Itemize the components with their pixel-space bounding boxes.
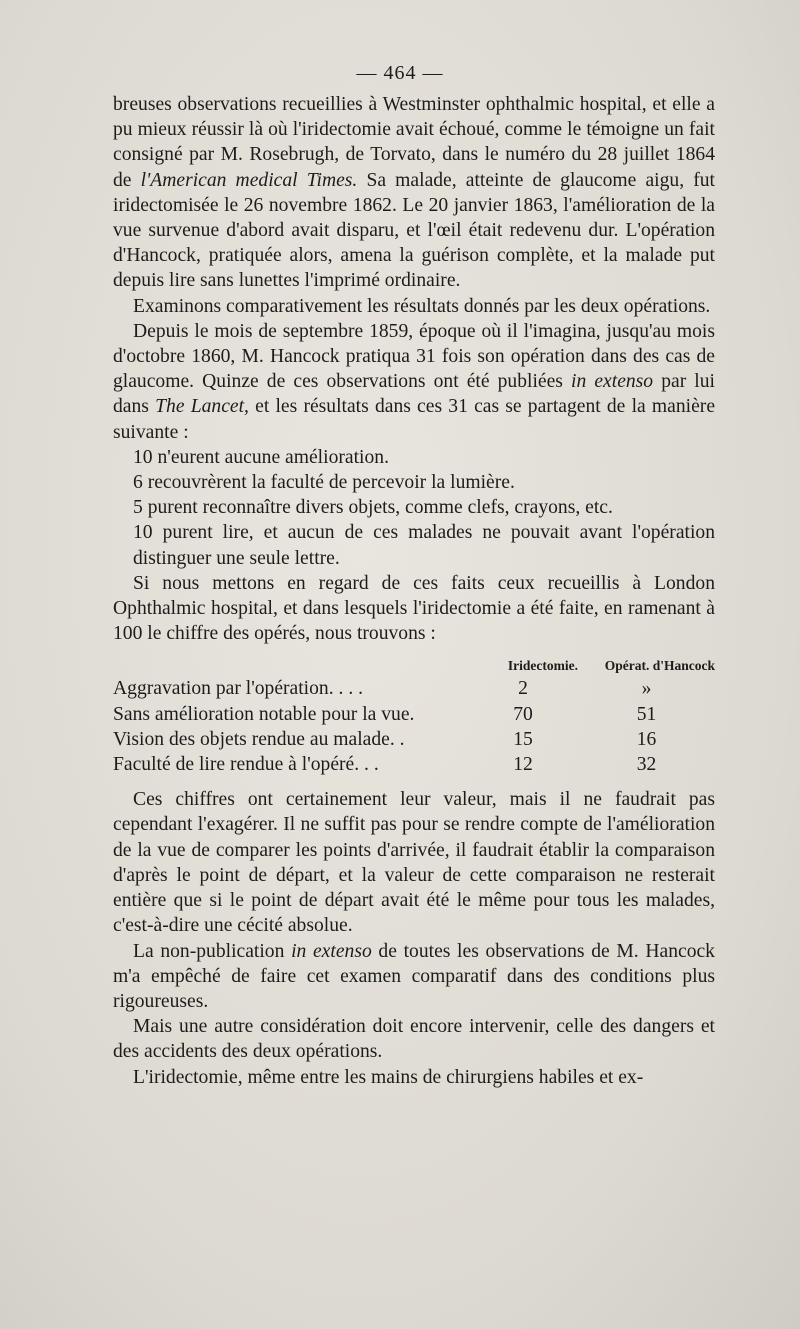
journal-title: l'American medical Times. — [140, 169, 358, 191]
table-row — [113, 727, 715, 752]
table-header-row — [113, 656, 715, 676]
table-header: Iridectomie. — [507, 658, 578, 674]
row-label: Aggravation par l'opération. . . . — [113, 678, 364, 700]
iridectomie-value: 15 — [513, 728, 533, 750]
result-item: 10 purent lire, et aucun de ces malades ne pouvait avant l'opération distinguer une seule lettre. — [133, 522, 715, 569]
result-item: 10 n'eurent aucune amélioration. — [133, 446, 389, 468]
iridectomie-value: 12 — [513, 754, 533, 776]
iridectomie-value: 2 — [518, 678, 528, 700]
body-text — [113, 92, 715, 1090]
paragraph-mais-une: Mais une autre considération doit encore intervenir, celle des dangers et des accidents des deux opérations. — [113, 1016, 715, 1063]
paragraph-depuis: Depuis le mois de septembre 1859, époque où il l'imagina, jusqu'au mois d'octobre 1860, M. Hancock pratiqua 31 fois son opération dans des cas de glaucome. Quinze de ces observations ont été publiées in extenso par lui dans The Lancet, et les résultats dans ces 31 cas se partagent de la manière suivante : — [113, 320, 716, 443]
hancock-value: 51 — [636, 703, 657, 725]
table-row — [113, 676, 715, 701]
row-label: Vision des objets rendue au malade. . — [113, 728, 405, 750]
paragraph-iridectomie: L'iridectomie, même entre les mains de chirurgiens habiles et ex- — [133, 1066, 644, 1088]
paragraph-ces-chiffres: Ces chiffres ont certainement leur valeur, mais il ne faudrait pas cependant l'exagérer. Il ne suffit pas pour se rendre compte de l'amélioration de la vue de comparer les points d'arrivée, il faudrait établir la comparaison d'après le point de départ, et la valeur de cette comparaison ne resterait entière que si le point de départ avait été le même pour tous les malades, c'est-à-dire une cécité absolue. — [113, 789, 715, 937]
comparison-table — [113, 656, 715, 777]
table-row — [113, 702, 715, 727]
paragraph-westminster: breuses observations recueillies à Westminster ophthalmic hospital, et elle a pu mieux réussir là où l'iridectomie avait échoué, comme le témoigne un fait consigné par M. Rosebrugh, de Torvato, dans le numéro du 28 juillet 1864 de l'American medical Times. Sa malade, atteinte de glaucome aigu, fut iridectomisée le 26 novembre 1862. Le 20 janvier 1863, l'amélioration de la vue survenue d'abord avait disparu, et l'œil était redevenu dur. L'opération d'Hancock, pratiquée alors, amena la guérison complète, et la malade put depuis lire sans lunettes l'imprimé ordinaire. — [113, 94, 715, 292]
table-header — [113, 656, 468, 676]
result-item: 5 purent reconnaître divers objets, comme clefs, crayons, etc. — [133, 497, 613, 519]
hancock-value: 16 — [636, 728, 657, 750]
page-number: — 464 — — [356, 62, 444, 84]
iridectomie-value: 70 — [513, 703, 533, 725]
table-row — [113, 752, 715, 777]
paragraph-examinons: Examinons comparativement les résultats donnés par les deux opérations. — [133, 295, 711, 317]
hancock-value: » — [641, 678, 652, 700]
hancock-value: 32 — [636, 754, 657, 776]
journal-title: The Lancet, — [155, 396, 249, 418]
paragraph-si-nous: Si nous mettons en regard de ces faits ceux recueillis à London Ophthalmic hospital, et dans lesquels l'iridectomie a été faite, en ramenant à 100 le chiffre des opérés, nous trouvons : — [113, 572, 715, 645]
paragraph-non-publication: La non-publication in extenso de toutes les observations de M. Hancock m'a empêché de faire cet examen comparatif dans des conditions plus rigoureuses. — [113, 940, 715, 1012]
row-label: Sans amélioration notable pour la vue. — [113, 703, 415, 725]
table-header: Opérat. d'Hancock — [604, 658, 715, 674]
row-label: Faculté de lire rendue à l'opéré. . . — [113, 754, 379, 776]
result-item: 6 recouvrèrent la faculté de percevoir la lumière. — [133, 472, 515, 494]
